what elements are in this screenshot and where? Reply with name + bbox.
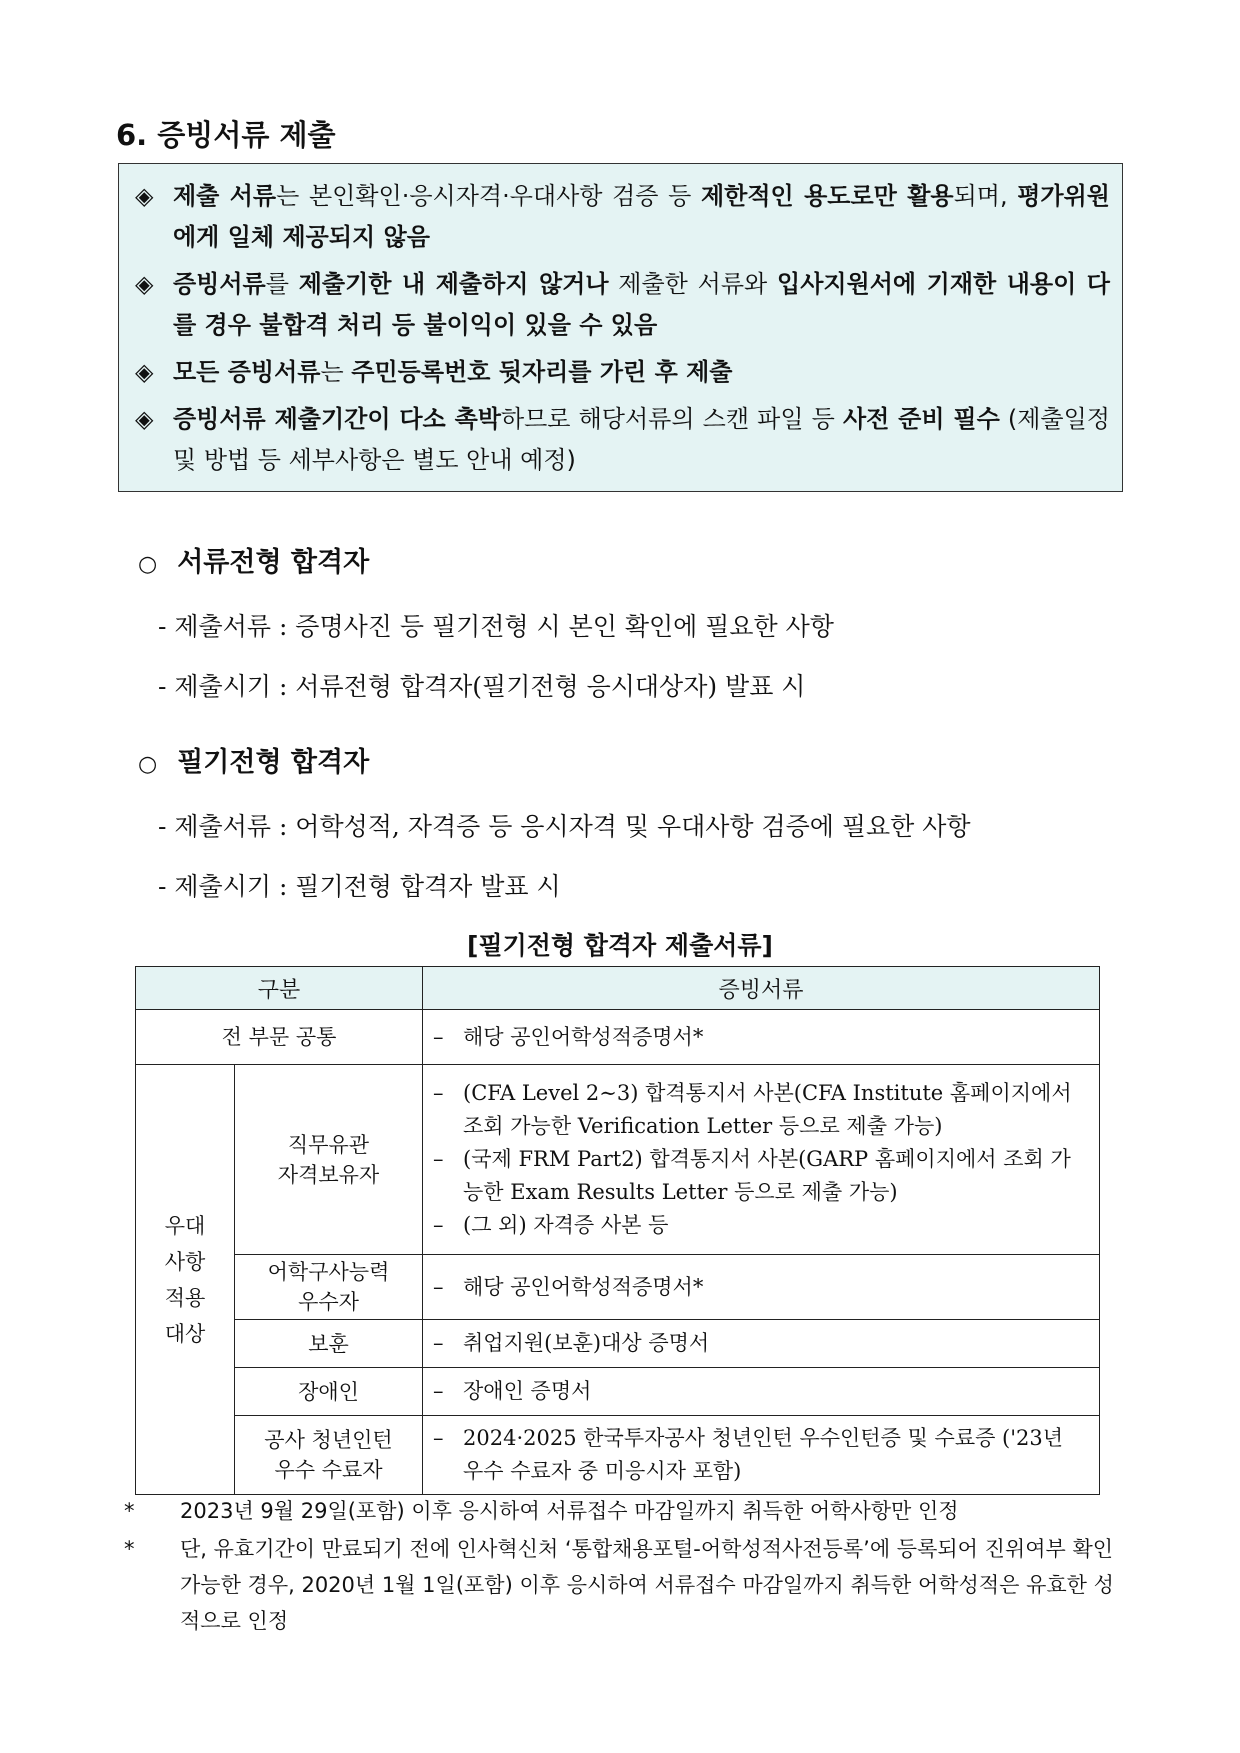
doc-line [433, 1327, 1089, 1360]
row-docs [423, 1416, 1100, 1495]
footnote-text: 단, 유효기간이 만료되기 전에 인사혁신처 ‘통합채용포털-어학성적사전등록’에 등록되어 진위여부 확인 가능한 경우, 2020년 1월 1일(포함) 이후 응시하여 서류접수 마감일까지 취득한 어학성적은 유효한 성적으로 인정 [180, 1537, 1114, 1633]
notice-emphasis: 증빙서류 [173, 270, 266, 298]
row-docs [423, 1065, 1100, 1255]
doc-line [433, 1271, 1089, 1304]
doc-text: (그 외) 자격증 사본 등 [463, 1213, 669, 1237]
notice-item [135, 264, 1110, 346]
table-row [136, 1416, 1100, 1495]
diamond-bullet-icon: ◈ [135, 270, 154, 298]
asterisk-marker: * [124, 1537, 135, 1561]
dash-marker: – [433, 1213, 444, 1237]
row-docs [423, 1368, 1100, 1416]
common-doc [423, 1010, 1100, 1065]
notice-item-text [173, 176, 1110, 258]
doc-text: (CFA Level 2∼3) 합격통지서 사본(CFA Institute 홈페이지에서 조회 가능한 Verification Letter 등으로 제출 가능) [463, 1081, 1072, 1138]
documents-table [135, 966, 1100, 1495]
table-row [136, 1368, 1100, 1416]
table-row [136, 1010, 1100, 1065]
dash-marker: – [433, 1274, 444, 1299]
notice-text: 는 [320, 358, 352, 386]
notice-emphasis: 주민등록번호 뒷자리를 가린 후 제출 [351, 358, 733, 386]
doc-text: 장애인 증명서 [463, 1379, 592, 1403]
doc-line [433, 1077, 1089, 1143]
table-row [136, 1320, 1100, 1368]
notice-emphasis: 증빙서류 제출기간이 다소 촉박 [173, 405, 501, 433]
circle-marker-icon: ○ [138, 552, 158, 577]
notice-text: 는 본인확인·응시자격·우대사항 검증 등 [276, 182, 701, 210]
doc-line [433, 1143, 1089, 1209]
doc-line [433, 1021, 1089, 1054]
stage1-docs: - 제출서류 : 증명사진 등 필기전형 시 본인 확인에 필요한 사항 [158, 612, 834, 641]
diamond-bullet-icon: ◈ [135, 358, 154, 386]
notice-text: 되며, [953, 182, 1018, 210]
header-category: 구분 [136, 967, 423, 1010]
stage1-heading [138, 540, 369, 579]
notice-text: 를 [265, 270, 299, 298]
doc-line [433, 1422, 1089, 1488]
footnote-text: 2023년 9월 29일(포함) 이후 응시하여 서류접수 마감일까지 취득한 어학사항만 인정 [180, 1499, 959, 1523]
notice-item [135, 399, 1110, 481]
notice-text: 제출한 서류와 [608, 270, 778, 298]
stage2-heading [138, 740, 369, 779]
row-docs [423, 1255, 1100, 1320]
asterisk-marker: * [124, 1499, 135, 1523]
row-label: 보훈 [235, 1320, 423, 1368]
notice-item [135, 352, 1110, 393]
notice-emphasis: 입사지원서에 기재한 내용이 다를 경우 불합격 처리 등 불이익이 있을 수 있음 [173, 270, 1110, 339]
dash-marker: – [433, 1024, 444, 1049]
row-label: 장애인 [235, 1368, 423, 1416]
footnote [124, 1493, 1120, 1529]
table-header-row [136, 967, 1100, 1010]
doc-text: 해당 공인어학성적증명서* [463, 1024, 704, 1049]
section-title: 6. 증빙서류 제출 [116, 118, 336, 152]
row-label: 공사 청년인턴 우수 수료자 [235, 1416, 423, 1495]
footnote [124, 1531, 1120, 1639]
dash-marker: – [433, 1081, 444, 1105]
notice-box [118, 163, 1123, 492]
group-label: 우대 사항 적용 대상 [136, 1065, 235, 1495]
stage2-timing: - 제출시기 : 필기전형 합격자 발표 시 [158, 872, 561, 901]
diamond-bullet-icon: ◈ [135, 405, 154, 433]
stage2-title: 필기전형 합격자 [177, 747, 370, 778]
stage1-timing: - 제출시기 : 서류전형 합격자(필기전형 응시대상자) 발표 시 [158, 672, 806, 701]
common-label: 전 부문 공통 [136, 1010, 423, 1065]
notice-item-text [173, 352, 1110, 393]
doc-text: 해당 공인어학성적증명서* [463, 1274, 704, 1299]
dash-marker: – [433, 1147, 444, 1171]
doc-text: (국제 FRM Part2) 합격통지서 사본(GARP 홈페이지에서 조회 가능한 Exam Results Letter 등으로 제출 가능) [463, 1147, 1071, 1204]
notice-item [135, 176, 1110, 258]
row-label: 직무유관 자격보유자 [235, 1065, 423, 1255]
dash-marker: – [433, 1426, 444, 1450]
diamond-bullet-icon: ◈ [135, 182, 154, 210]
table-row [136, 1255, 1100, 1320]
row-docs [423, 1320, 1100, 1368]
notice-item-text [173, 399, 1110, 481]
notice-emphasis: 제출 서류 [173, 182, 277, 210]
notice-emphasis: 사전 준비 필수 [842, 405, 1000, 433]
doc-line [433, 1209, 1089, 1242]
notice-text: 하므로 해당서류의 스캔 파일 등 [500, 405, 843, 433]
notice-emphasis: 제한적인 용도로만 활용 [700, 182, 954, 210]
notice-emphasis: 평가위원에게 일체 제공되지 않음 [173, 182, 1110, 251]
notice-item-text [173, 264, 1110, 346]
row-label: 어학구사능력 우수자 [235, 1255, 423, 1320]
notice-text: (제출일정 및 방법 등 세부사항은 별도 안내 예정) [173, 405, 1110, 474]
stage2-docs: - 제출서류 : 어학성적, 자격증 등 응시자격 및 우대사항 검증에 필요한 사항 [158, 812, 971, 841]
doc-text: 2024·2025 한국투자공사 청년인턴 우수인턴증 및 수료증 ('23년 우수 수료자 중 미응시자 포함) [463, 1426, 1064, 1483]
stage1-title: 서류전형 합격자 [177, 547, 370, 578]
notice-emphasis: 모든 증빙서류 [173, 358, 321, 386]
circle-marker-icon: ○ [138, 752, 158, 777]
doc-line [433, 1375, 1089, 1408]
table-row [136, 1065, 1100, 1255]
header-documents: 증빙서류 [423, 967, 1100, 1010]
table-caption: [필기전형 합격자 제출서류] [467, 931, 773, 960]
dash-marker: – [433, 1379, 444, 1403]
doc-text: 취업지원(보훈)대상 증명서 [463, 1331, 710, 1355]
dash-marker: – [433, 1331, 444, 1355]
notice-emphasis: 제출기한 내 제출하지 않거나 [298, 270, 609, 298]
